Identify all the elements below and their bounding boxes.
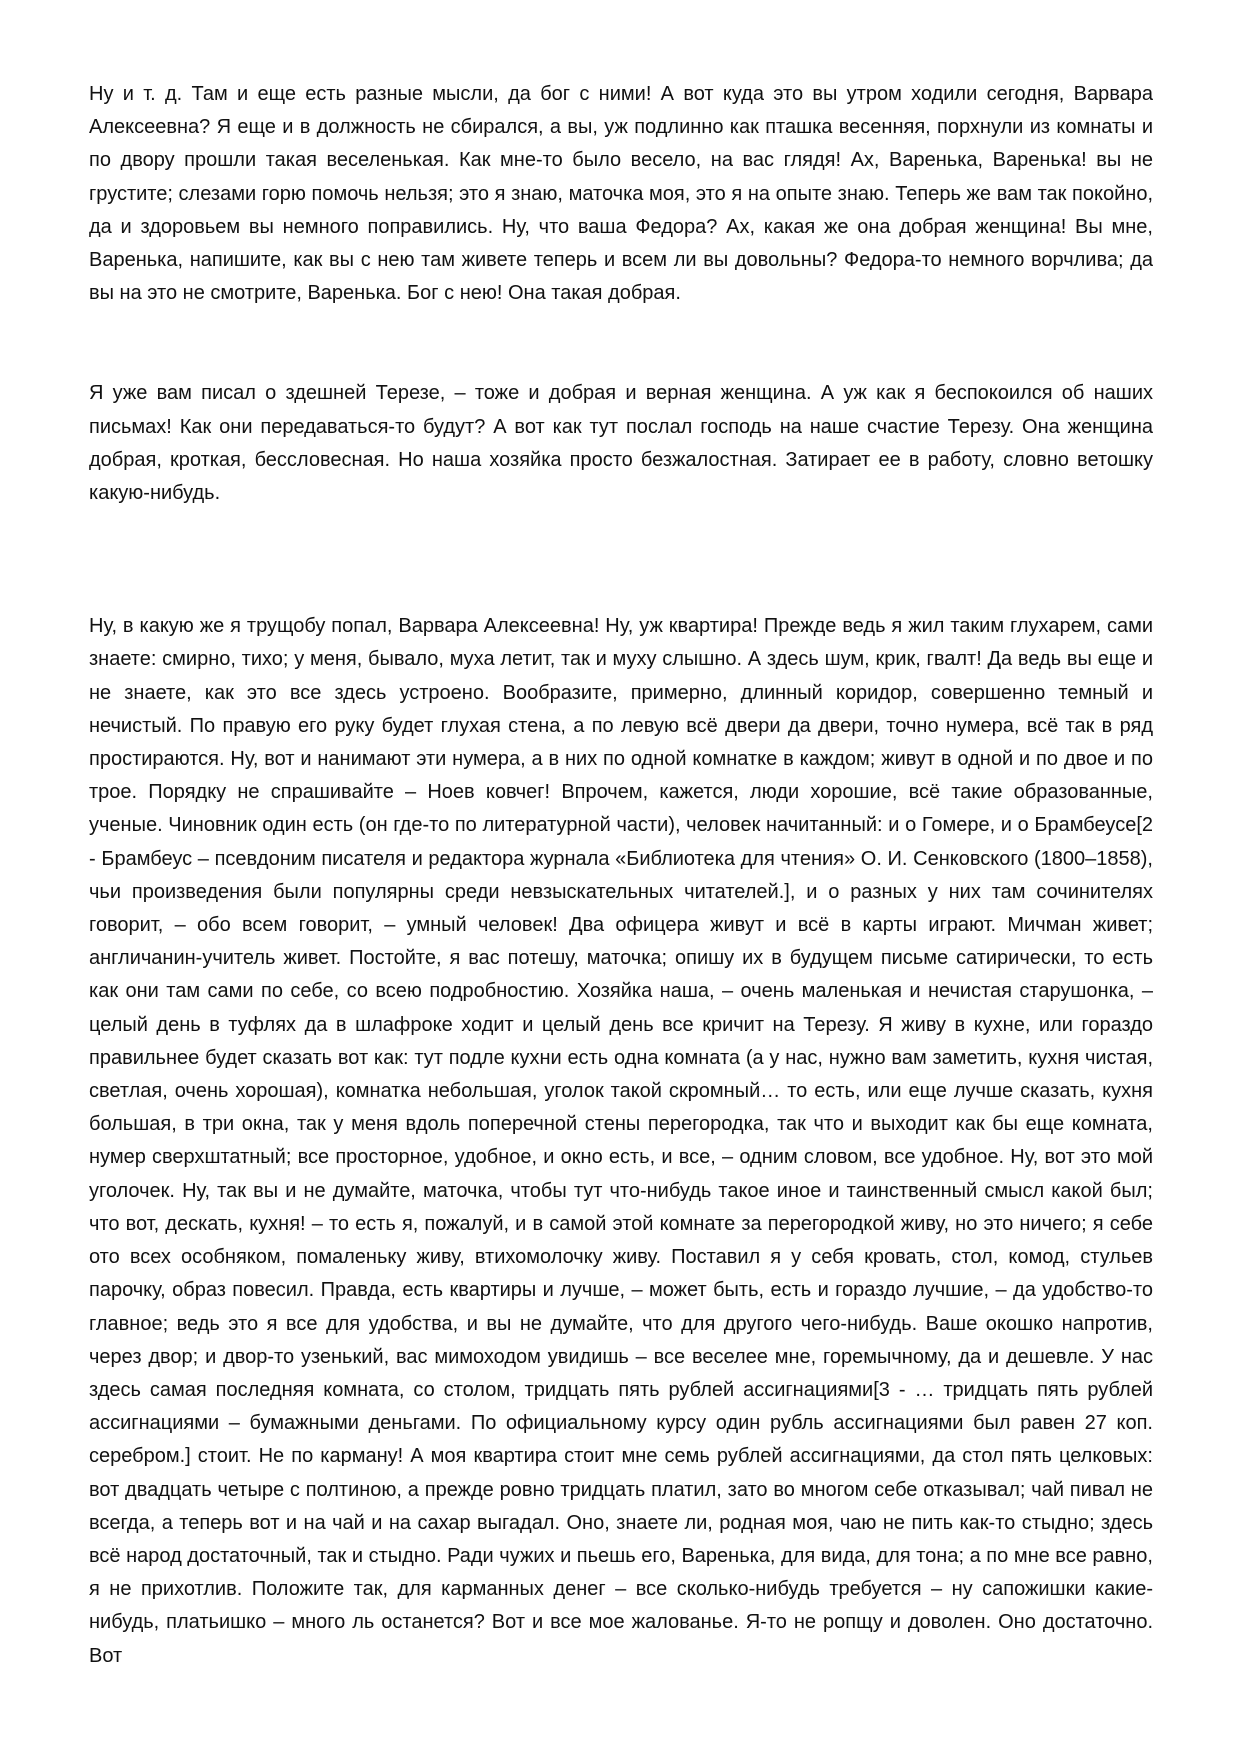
paragraph-1: Ну и т. д. Там и еще есть разные мысли, да бог с ними! А вот куда это вы утром ходили сегодня, Варвара Алексеевна? Я еще и в должность не сбирался, а вы, уж подлинно как пташка весенняя, порхнули из комнаты и по двору прошли такая веселенькая. Как мне-то было весело, на вас глядя! Ах, Варенька, Варенька! вы не грустите; слезами горю помочь нельзя; это я знаю, маточка моя, это я на опыте знаю. Теперь же вам так покойно, да и здоровьем вы немного поправились. Ну, что ваша Федора? Ах, какая же она добрая женщина! Вы мне, Варенька, напишите, как вы с нею там живете теперь и всем ли вы довольны? Федора-то немного ворчлива; да вы на это не смотрите, Варенька. Бог с нею! Она такая добрая. bbox=[89, 83, 1153, 305]
paragraph-3: Ну, в какую же я трущобу попал, Варвара Алексеевна! Ну, уж квартира! Прежде ведь я жил таким глухарем, сами знаете: смирно, тихо; у меня, бывало, муха летит, так и муху слышно. А здесь шум, крик, гвалт! Да ведь вы еще и не знаете, как это все здесь устроено. Вообразите, примерно, длинный коридор, совершенно темный и нечистый. По правую его руку будет глухая стена, а по левую всё двери да двери, точно нумера, всё так в ряд простираются. Ну, вот и нанимают эти нумера, а в них по одной комнатке в каждом; живут в одной и по двое и по трое. Порядку не спрашивайте – Ноев ковчег! Впрочем, кажется, люди хорошие, всё такие образованные, ученые. Чиновник один есть (он где-то по литературной части), человек начитанный: и о Гомере, и о Брамбеусе[2 - Брамбеус – псевдоним писателя и редактора журнала «Библиотека для чтения» О. И. Сенковского (1800–1858), чьи произведения были популярны среди невзыскательных читателей.], и о разных у них там сочинителях говорит, – обо всем говорит, – умный человек! Два офицера живут и всё в карты играют. Мичман живет; англичанин-учитель живет. Постойте, я вас потешу, маточка; опишу их в будущем письме сатирически, то есть как они там сами по себе, со всею подробностию. Хозяйка наша, – очень маленькая и нечистая старушонка, – целый день в туфлях да в шлафроке ходит и целый день все кричит на Терезу. Я живу в кухне, или гораздо правильнее будет сказать вот как: тут подле кухни есть одна комната (а у нас, нужно вам заметить, кухня чистая, светлая, очень хорошая), комнатка небольшая, уголок такой скромный… то есть, или еще лучше сказать, кухня большая, в три окна, так у меня вдоль поперечной стены перегородка, так что и выходит как бы еще комната, нумер сверхштатный; все просторное, удобное, и окно есть, и все, – одним словом, все удобное. Ну, вот это мой уголочек. Ну, так вы и не думайте, маточка, чтобы тут что-нибудь такое иное и таинственный смысл какой был; что вот, дескать, кухня! – то есть я, пожалуй, и в самой этой комнате за перегородкой живу, но это ничего; я себе ото всех особняком, помаленьку живу, втихомолочку живу. Поставил я у себя кровать, стол, комод, стульев парочку, образ повесил. Правда, есть квартиры и лучше, – может быть, есть и гораздо лучшие, – да удобство-то главное; ведь это я все для удобства, и вы не думайте, что для другого чего-нибудь. Ваше окошко напротив, через двор; и двор-то узенький, вас мимоходом увидишь – все веселее мне, горемычному, да и дешевле. У нас здесь самая последняя комната, со столом, тридцать пять рублей ассигнациями[3 - … тридцать пять рублей ассигнациями – бумажными деньгами. По официальному курсу один рубль ассигнациями был равен 27 коп. серебром.] стоит. Не по карману! А моя квартира стоит мне семь рублей ассигнациями, да стол пять целковых: вот двадцать четыре с полтиною, а прежде ровно тридцать платил, зато во многом себе отказывал; чай пивал не всегда, а теперь вот и на чай и на сахар выгадал. Оно, знаете ли, родная моя, чаю не пить как-то стыдно; здесь всё народ достаточный, так и стыдно. Ради чужих и пьешь его, Варенька, для вида, для тона; а по мне все равно, я не прихотлив. Положите так, для карманных денег – все сколько-нибудь требуется – ну сапожишки какие-нибудь, платьишко – много ль останется? Вот и все мое жалованье. Я-то не ропщу и доволен. Оно достаточно. Вот bbox=[89, 615, 1153, 1667]
document-page bbox=[89, 78, 1153, 1673]
paragraph-2: Я уже вам писал о здешней Терезе, – тоже и добрая и верная женщина. А уж как я беспокоился об наших письмах! Как они передаваться-то будут? А вот как тут послал господь на наше счастие Терезу. Она женщина добрая, кроткая, бессловесная. Но наша хозяйка просто безжалостная. Затирает ее в работу, словно ветошку какую-нибудь. bbox=[89, 382, 1153, 505]
